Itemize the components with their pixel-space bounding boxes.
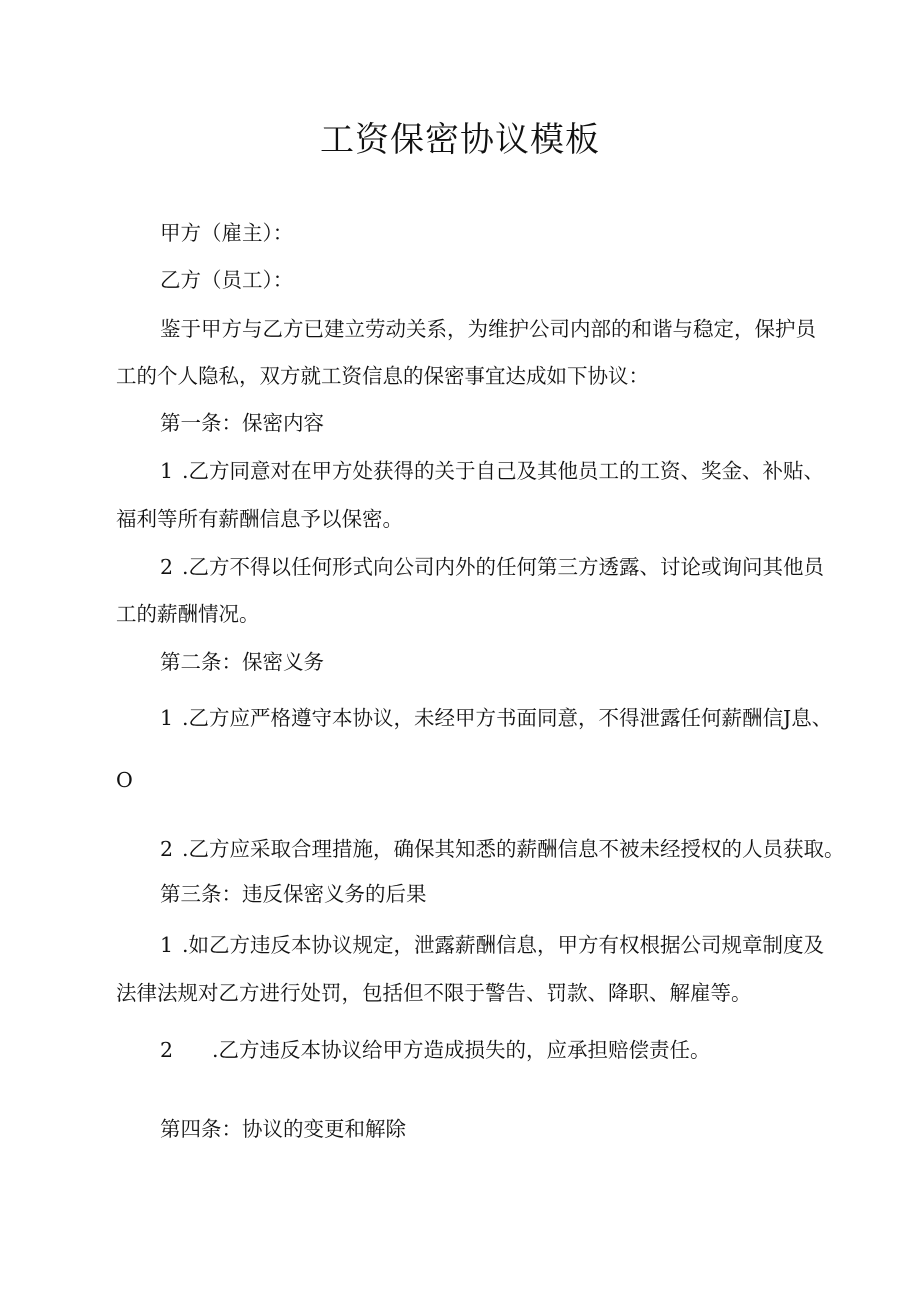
article2-heading: 第二条：保密义务 bbox=[160, 650, 324, 674]
article2-item1-text: .乙方应严格遵守本协议，未经甲方书面同意，不得泄露任何薪酬信J息、 bbox=[182, 706, 833, 730]
article1-item2-line-1 bbox=[160, 551, 824, 583]
article1-item1-line-1 bbox=[160, 455, 824, 487]
article3-item1-number: 1 bbox=[160, 933, 174, 957]
article2-item2-line bbox=[160, 833, 845, 865]
article4-heading: 第四条：协议的变更和解除 bbox=[160, 1117, 406, 1141]
article1-item1-line-2: 福利等所有薪酬信息予以保密。 bbox=[116, 507, 403, 531]
article3-item2-number: 2 bbox=[160, 1038, 174, 1062]
article3-item2-line bbox=[160, 1034, 711, 1066]
article2-item2-number: 2 bbox=[160, 837, 174, 861]
article1-item2-number: 2 bbox=[160, 555, 174, 579]
article3-item1-line-2: 法律法规对乙方进行处罚，包括但不限于警告、罚款、降职、解雇等。 bbox=[116, 981, 752, 1005]
preamble-line-1: 鉴于甲方与乙方已建立劳动关系，为维护公司内部的和谐与稳定，保护员 bbox=[160, 317, 816, 341]
article3-item1-line-1 bbox=[160, 929, 824, 961]
article1-item2-line-2: 工的薪酬情况。 bbox=[116, 602, 260, 626]
article3-item1-text: .如乙方违反本协议规定，泄露薪酬信息，甲方有权根据公司规章制度及 bbox=[182, 933, 825, 957]
party-b-line: 乙方（员工）： bbox=[160, 268, 294, 292]
article3-heading: 第三条：违反保密义务的后果 bbox=[160, 882, 427, 906]
article2-item2-text: .乙方应采取合理措施，确保其知悉的薪酬信息不被未经授权的人员获取。 bbox=[182, 837, 845, 861]
preamble-line-2: 工的个人隐私，双方就工资信息的保密事宜达成如下协议： bbox=[116, 364, 649, 388]
article1-heading: 第一条：保密内容 bbox=[160, 411, 324, 435]
article2-item1-number: 1 bbox=[160, 706, 174, 730]
document-title: 工资保密协议模板 bbox=[320, 120, 600, 160]
article1-item1-number: 1 bbox=[160, 459, 174, 483]
article1-item1-text: .乙方同意对在甲方处获得的关于自己及其他员工的工资、奖金、补贴、 bbox=[182, 459, 825, 483]
article3-item2-text: .乙方违反本协议给甲方造成损失的，应承担赔偿责任。 bbox=[212, 1038, 711, 1062]
article1-item2-text: .乙方不得以任何形式向公司内外的任何第三方透露、讨论或询问其他员 bbox=[182, 555, 825, 579]
article2-item1-line-1 bbox=[160, 702, 832, 734]
party-a-line: 甲方（雇主）： bbox=[160, 221, 294, 245]
article2-item1-line-2: O bbox=[116, 768, 133, 792]
